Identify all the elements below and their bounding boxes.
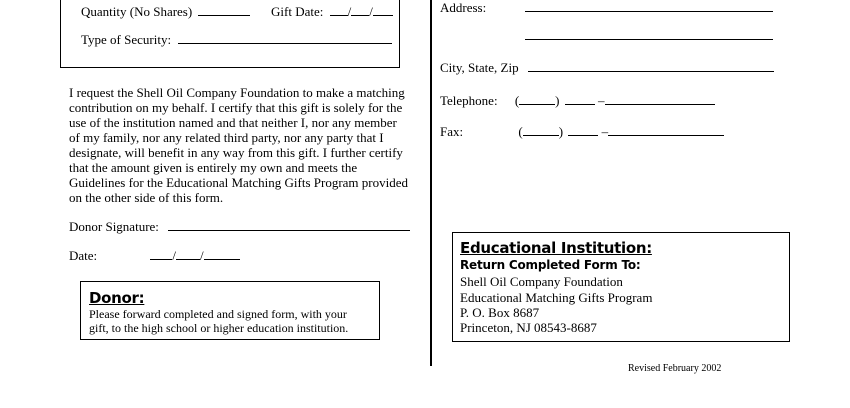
- gift-date-field: [271, 4, 393, 20]
- paren-open: (: [514, 93, 520, 108]
- city-state-zip-input[interactable]: [528, 60, 774, 72]
- security-type-input[interactable]: [178, 32, 392, 44]
- address-label: Address:: [440, 0, 487, 15]
- date-slash: /: [347, 4, 352, 19]
- dash: –: [598, 93, 605, 108]
- telephone-label: Telephone:: [440, 93, 498, 108]
- city-state-zip-field: [440, 60, 774, 76]
- fax-area-input[interactable]: [523, 124, 559, 136]
- quantity-field: [81, 4, 250, 20]
- paren-open: (: [518, 124, 523, 139]
- telephone-number-input[interactable]: [605, 93, 715, 105]
- address-line2-input[interactable]: [525, 28, 773, 40]
- donor-title: Donor:: [89, 289, 145, 307]
- date-label: Date:: [69, 248, 98, 263]
- address-line1-input[interactable]: [525, 0, 773, 12]
- institution-line2: Educational Matching Gifts Program: [460, 290, 653, 305]
- dash: –: [601, 124, 609, 139]
- certification-statement: I request the Shell Oil Company Foundation to make a matching contribution on my behalf. I certify that this gift is solely for the use of the institution named and that neither I, nor any member of my family, nor any related third party, nor any party that I designate, will benefit in any way from this gift. I further certify that the amount given is entirely my own and meets the Guidelines for the Educational Matching Gifts Program provided on the other side of this form.: [69, 85, 409, 205]
- security-type-label: Type of Security:: [81, 32, 172, 47]
- city-state-zip-label: City, State, Zip: [440, 60, 519, 75]
- telephone-field: [440, 93, 715, 109]
- institution-title: Educational Institution:: [460, 239, 652, 257]
- column-divider: [430, 0, 432, 366]
- gift-date-label: Gift Date:: [271, 4, 324, 19]
- date-month-input[interactable]: [150, 248, 172, 260]
- quantity-label: Quantity (No Shares): [81, 4, 193, 19]
- fax-prefix-input[interactable]: [568, 124, 598, 136]
- institution-line3: P. O. Box 8687: [460, 305, 540, 320]
- donor-instruction-line1: Please forward completed and signed form, with your: [89, 307, 347, 321]
- institution-line4: Princeton, NJ 08543-8687: [460, 320, 597, 335]
- donor-instruction-line2: gift, to the high school or higher education institution.: [89, 321, 349, 335]
- fax-field: [440, 124, 724, 140]
- gift-date-day-input[interactable]: [351, 4, 369, 16]
- gift-date-month-input[interactable]: [330, 4, 348, 16]
- date-field: [69, 248, 240, 264]
- institution-subtitle: Return Completed Form To:: [460, 258, 641, 272]
- fax-number-input[interactable]: [608, 124, 724, 136]
- donor-signature-field: [69, 219, 410, 235]
- fax-label: Fax:: [440, 124, 464, 139]
- date-slash: /: [369, 4, 373, 19]
- telephone-area-input[interactable]: [519, 93, 555, 105]
- gift-date-year-input[interactable]: [373, 4, 393, 16]
- donor-signature-input[interactable]: [168, 219, 410, 231]
- security-type-field: [81, 32, 392, 48]
- donor-signature-label: Donor Signature:: [69, 219, 159, 234]
- institution-line1: Shell Oil Company Foundation: [460, 274, 623, 289]
- quantity-input[interactable]: [198, 4, 250, 16]
- telephone-prefix-input[interactable]: [565, 93, 595, 105]
- date-slash: /: [172, 248, 177, 263]
- paren-close: ): [558, 124, 564, 139]
- date-day-input[interactable]: [176, 248, 200, 260]
- date-slash: /: [200, 248, 204, 263]
- revised-date: Revised February 2002: [628, 363, 722, 374]
- paren-close: ): [555, 93, 560, 108]
- date-year-input[interactable]: [204, 248, 240, 260]
